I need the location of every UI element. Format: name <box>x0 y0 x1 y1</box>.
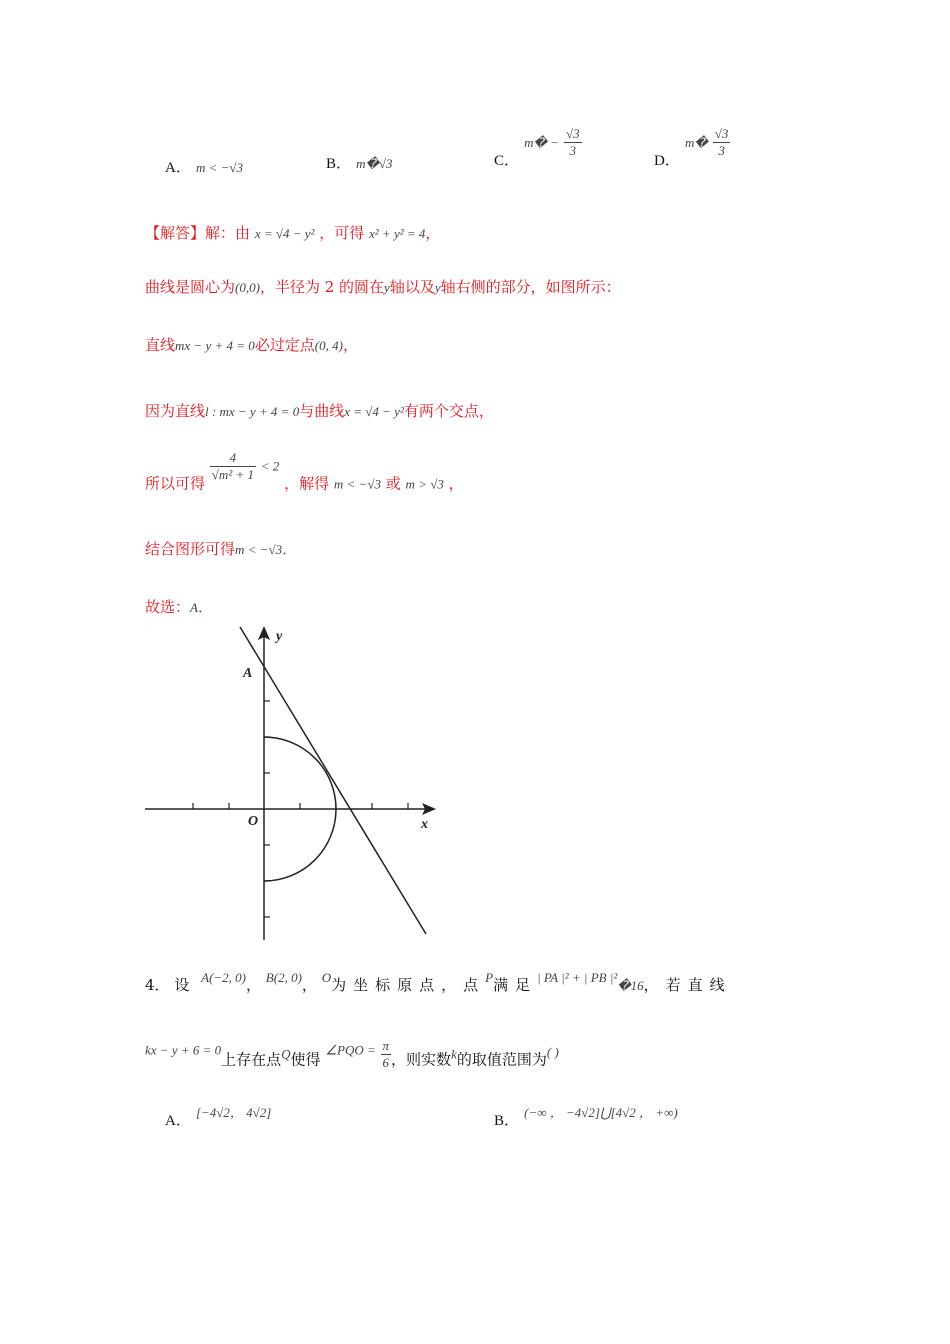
text: 曲线是圆心为 <box>145 278 236 296</box>
math: �16 <box>617 978 644 993</box>
math: m > √3 <box>405 476 444 492</box>
math: m < −√3 <box>235 542 283 557</box>
option-b-label: B． <box>326 156 352 172</box>
answer-blank: ( ) <box>546 1044 559 1060</box>
text: ，若直线 <box>643 976 732 994</box>
text: ，则实数 <box>391 1050 452 1069</box>
q4-option-b-label: B． <box>494 1113 520 1129</box>
math: x = √4 − y² <box>254 226 315 241</box>
math: kx − y + 6 = 0 <box>145 1042 222 1058</box>
tangent-line <box>240 627 426 934</box>
math: A <box>190 600 198 615</box>
label-y: y <box>276 629 283 644</box>
math: P <box>485 970 494 985</box>
label-x: x <box>421 817 428 832</box>
option-d-label: D． <box>654 153 680 169</box>
text: 轴右侧的部分，如图所示： <box>440 278 621 296</box>
math: x² + y² = 4 <box>369 226 426 241</box>
math: A(−2, 0) <box>201 970 246 985</box>
fraction-denominator: √m² + 1 <box>211 467 254 482</box>
solution-line-4 <box>145 400 494 421</box>
math: x = √4 − y² <box>344 404 404 419</box>
text: 直线 <box>145 336 176 354</box>
math: (0, 4) <box>314 338 343 353</box>
math: y <box>434 280 441 295</box>
text: 所以可得 <box>145 474 206 493</box>
text: ， <box>246 976 262 994</box>
q4-option-a-label: A． <box>165 1113 191 1129</box>
text: 故选： <box>145 598 191 616</box>
text: 与曲线 <box>299 402 345 420</box>
label-a: A <box>243 666 253 681</box>
text: 上存在点 <box>221 1050 282 1069</box>
text: ，可得 <box>319 224 365 242</box>
option-d-expr: m� <box>684 135 708 150</box>
option-d-denominator: 3 <box>718 143 725 158</box>
text: 结合图形可得 <box>145 540 236 558</box>
text: 使得 <box>290 1050 321 1069</box>
text: 的取值范围为 <box>456 1050 547 1069</box>
solution-line-7 <box>145 596 213 617</box>
option-a <box>165 156 243 177</box>
math: mx − y + 4 = 0 <box>175 338 255 353</box>
option-b-expr: m�√3 <box>356 156 393 171</box>
fraction <box>210 450 256 483</box>
math: < 2 <box>260 458 280 474</box>
fraction-numerator: π <box>382 1038 390 1053</box>
q4-option-a <box>165 1102 271 1130</box>
math: y <box>384 280 390 295</box>
fraction <box>381 1038 392 1071</box>
label-origin: O <box>248 814 259 829</box>
text: 必过定点 <box>254 336 315 354</box>
math: (0,0) <box>235 280 260 295</box>
option-c-fraction <box>564 126 582 159</box>
text: 满足 <box>493 976 538 994</box>
text: ， <box>425 224 441 242</box>
option-c-expr: m� − <box>524 135 559 150</box>
q4-line-2 <box>145 1038 559 1071</box>
math: m < −√3 <box>333 476 381 492</box>
text: 因为直线 <box>145 402 206 420</box>
text: ． <box>197 598 213 616</box>
option-d <box>654 126 730 170</box>
text: ，解得 <box>284 474 330 493</box>
text: 有两个交点， <box>403 402 494 420</box>
text: 设 <box>174 976 197 994</box>
solution-line-2 <box>145 276 621 297</box>
option-a-label: A． <box>165 160 191 176</box>
answer-tag: 【解答】 <box>145 224 206 242</box>
math: O <box>321 970 332 985</box>
fraction-denominator: 6 <box>382 1055 390 1070</box>
text: ， <box>448 474 464 493</box>
math: k <box>451 1046 457 1062</box>
math: B(2, 0) <box>265 970 302 985</box>
math: | PA |² + | PB |² <box>537 970 618 985</box>
question-number: 4． <box>145 976 170 994</box>
q4-option-b <box>494 1102 678 1130</box>
text: ， <box>301 976 317 994</box>
solution-line-3 <box>145 334 358 355</box>
text: ． <box>282 540 298 558</box>
solution-figure <box>140 620 450 945</box>
text: 或 <box>385 474 401 493</box>
option-a-expr: m < −√3 <box>195 160 244 175</box>
solution-line-6 <box>145 538 297 559</box>
option-d-numerator: √3 <box>714 126 729 141</box>
fraction-numerator: 4 <box>210 450 256 467</box>
option-d-fraction <box>713 126 731 159</box>
math: l : mx − y + 4 = 0 <box>205 404 300 419</box>
q4-option-b-expr: (−∞ ， −4√2]⋃[4√2 ， +∞) <box>524 1105 678 1120</box>
option-c <box>494 126 582 170</box>
text: 为坐标原点，点 <box>331 976 486 994</box>
option-c-denominator: 3 <box>569 143 577 158</box>
q4-line-1 <box>145 970 732 995</box>
text: 轴以及 <box>389 278 435 296</box>
text: ， <box>342 336 358 354</box>
math: Q <box>281 1046 291 1062</box>
solution-line-5 <box>145 450 464 494</box>
text: 解：由 <box>205 224 251 242</box>
option-c-numerator: √3 <box>565 126 580 141</box>
q4-option-a-expr: [−4√2， 4√2] <box>195 1105 272 1120</box>
option-c-label: C． <box>494 153 520 169</box>
solution-line-1 <box>145 222 440 243</box>
option-b <box>326 152 392 173</box>
text: ，半径为 2 的圆在 <box>259 278 385 296</box>
math: ∠PQO = <box>325 1042 376 1058</box>
